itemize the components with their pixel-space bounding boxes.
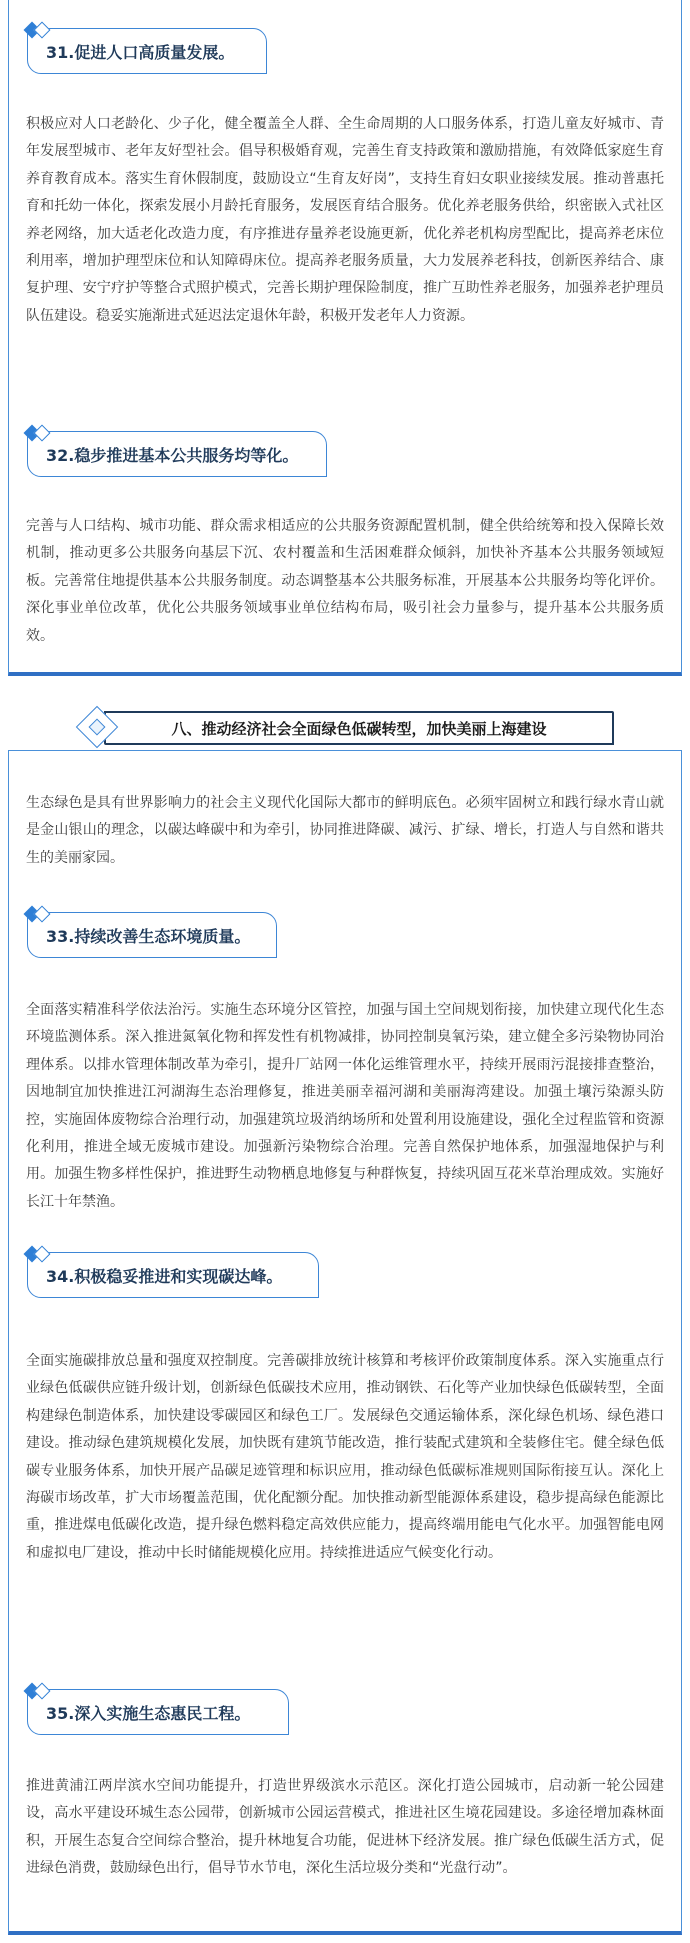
section-32-header [27, 431, 327, 477]
chapter-title-box [104, 711, 614, 745]
chapter-heading [78, 706, 614, 750]
section-31-header [27, 28, 267, 74]
section-33-text: 全面落实精准科学依法治污。实施生态环境分区管控，加强与国土空间规划衔接，加快建立现代化生态环境监测体系。深入推进氮氧化物和挥发性有机物减排，协同控制臭氧污染，建立健全多污染物协同治理体系。以排水管理体制改革为牵引，提升厂站网一体化运维管理水平，持续开展雨污混接排查整治，因地制宜加快推进江河湖海生态治理修复，推进美丽幸福河湖和美丽海湾建设。加强土壤污染源头防控，实施固体废物综合治理行动，加强建筑垃圾消纳场所和处置利用设施建设，强化全过程监管和资源化利用，推进全域无废城市建设。加强新污染物综合治理。完善自然保护地体系，加强湿地保护与利用。加强生物多样性保护，推进野生动物栖息地修复与种群恢复，持续巩固互花米草治理成效。实施好长江十年禁渔。 [26, 1002, 664, 1210]
content-panel-2 [8, 750, 682, 1935]
content-panel-1 [8, 0, 682, 676]
section-31-title: 31.促进人口高质量发展。 [46, 42, 235, 62]
section-32-text: 完善与人口结构、城市功能、群众需求相适应的公共服务资源配置机制，健全供给统筹和投入保障长效机制，推动更多公共服务向基层下沉、农村覆盖和生活困难群众倾斜，加快补齐基本公共服务领域短板。完善常住地提供基本公共服务制度。动态调整基本公共服务标准，开展基本公共服务均等化评价。深化事业单位改革，优化公共服务领域事业单位结构布局，吸引社会力量参与，提升基本公共服务质效。 [26, 518, 664, 644]
chapter-intro-text: 生态绿色是具有世界影响力的社会主义现代化国际大都市的鲜明底色。必须牢固树立和践行绿水青山就是金山银山的理念，以碳达峰碳中和为牵引，协同推进降碳、减污、扩绿、增长，打造人与自然和谐共生的美丽家园。 [26, 795, 664, 866]
section-34-header [27, 1252, 319, 1298]
diamond-icon [24, 19, 54, 41]
section-35-title: 35.深入实施生态惠民工程。 [46, 1703, 251, 1723]
chapter-title: 八、推动经济社会全面绿色低碳转型，加快美丽上海建设 [171, 719, 547, 738]
section-35-header [27, 1689, 289, 1735]
section-33-header [27, 912, 277, 958]
section-34-title: 34.积极稳妥推进和实现碳达峰。 [46, 1266, 283, 1286]
section-35-text: 推进黄浦江两岸滨水空间功能提升，打造世界级滨水示范区。深化打造公园城市，启动新一轮公园建设，高水平建设环城生态公园带，创新城市公园运营模式，推进社区生境花园建设。多途径增加森林面积，开展生态复合空间综合整治，提升林地复合功能，促进林下经济发展。推广绿色低碳生活方式，促进绿色消费，鼓励绿色出行，倡导节水节电，深化生活垃圾分类和“光盘行动”。 [26, 1778, 664, 1877]
diamond-icon [24, 1243, 54, 1265]
diamond-icon [24, 422, 54, 444]
diamond-icon [24, 1680, 54, 1702]
section-33-title: 33.持续改善生态环境质量。 [46, 926, 251, 946]
section-32-title: 32.稳步推进基本公共服务均等化。 [46, 445, 299, 465]
section-31-text: 积极应对人口老龄化、少子化，健全覆盖全人群、全生命周期的人口服务体系，打造儿童友好城市、青年发展型城市、老年友好型社会。倡导积极婚育观，完善生育支持政策和激励措施，有效降低家庭生育养育教育成本。落实生育休假制度，鼓励设立“生育友好岗”，支持生育妇女职业接续发展。推动普惠托育和托幼一体化，探索发展小月龄托育服务，发展医育结合服务。优化养老服务供给，织密嵌入式社区养老网络，加大适老化改造力度，有序推进存量养老设施更新，优化养老机构房型配比，提高养老床位利用率，增加护理型床位和认知障碍床位。提高养老服务质量，大力发展养老科技，创新医养结合、康复护理、安宁疗护等整合式照护模式，完善长期护理保险制度，推广互助性养老服务，加强养老护理员队伍建设。稳妥实施渐进式延迟法定退休年龄，积极开发老年人力资源。 [26, 116, 664, 324]
diamond-icon [24, 903, 54, 925]
section-34-text: 全面实施碳排放总量和强度双控制度。完善碳排放统计核算和考核评价政策制度体系。深入实施重点行业绿色低碳供应链升级计划，创新绿色低碳技术应用，推动钢铁、石化等产业加快绿色低碳转型，全面构建绿色制造体系，加快建设零碳园区和绿色工厂。发展绿色交通运输体系，深化绿色机场、绿色港口建设。推动绿色建筑规模化发展，加快既有建筑节能改造，推行装配式建筑和全装修住宅。健全绿色低碳专业服务体系，加快开展产品碳足迹管理和标识应用，推动绿色低碳标准规则国际衔接互认。深化上海碳市场改革，扩大市场覆盖范围，优化配额分配。加快推动新型能源体系建设，稳步提高绿色能源比重，推进煤电低碳化改造，提升绿色燃料稳定高效供应能力，提高终端用能电气化水平。加强智能电网和虚拟电厂建设，推动中长时储能规模化应用。持续推进适应气候变化行动。 [26, 1353, 664, 1561]
